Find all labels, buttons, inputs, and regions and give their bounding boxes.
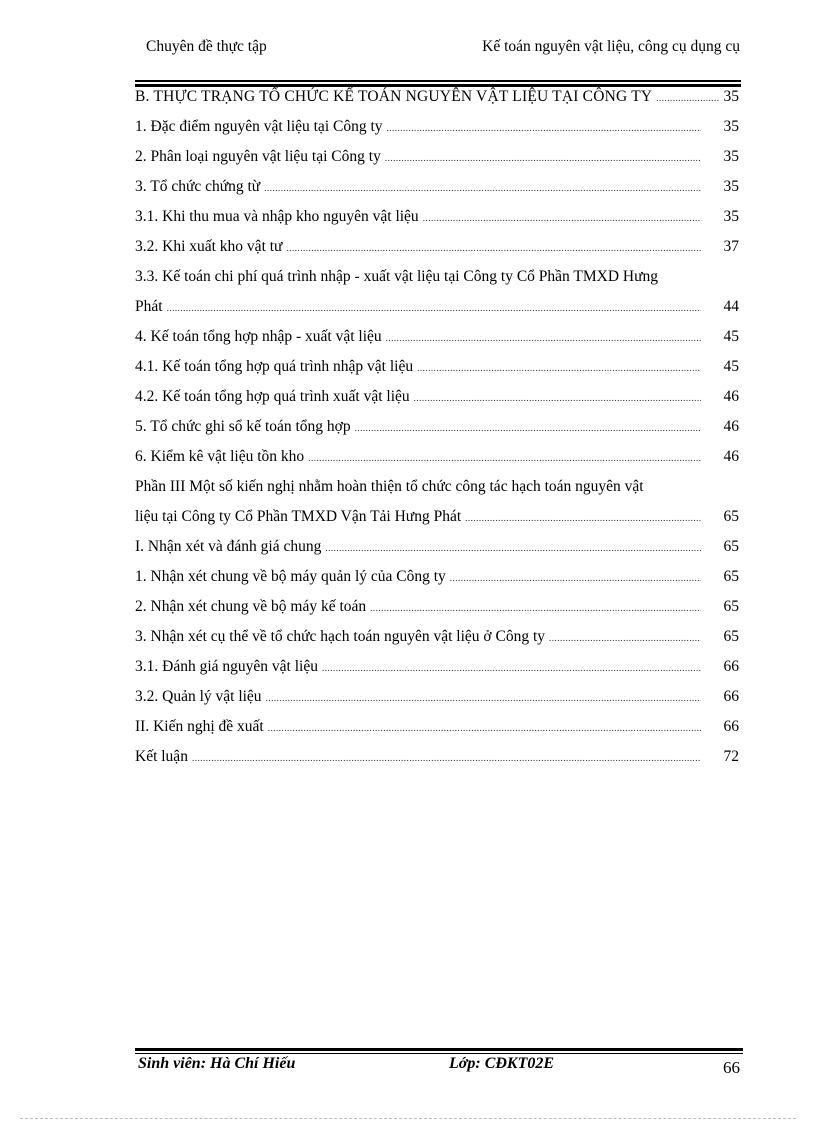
page-header — [146, 38, 740, 62]
class-code: Lớp: CĐKT02E — [449, 1055, 555, 1072]
toc-entry-page: 46 — [723, 388, 739, 405]
toc-entry-title: 5. Tổ chức ghi sổ kế toán tổng hợp — [135, 418, 351, 435]
toc-entry-title: 3. Nhận xét cụ thể về tổ chức hạch toán nguyên vật liệu ở Công ty — [135, 628, 546, 645]
toc-leader-dots — [322, 657, 701, 679]
toc-leader-dots — [192, 747, 701, 769]
toc-entry — [135, 296, 739, 326]
toc-leader-dots — [656, 87, 719, 109]
toc-leader-dots — [549, 627, 701, 649]
toc-entry-title: Kết luận — [135, 748, 188, 765]
student-name: Sinh viên: Hà Chí Hiếu — [138, 1055, 296, 1072]
toc-entry-page: 65 — [723, 598, 739, 615]
toc-entry-title: II. Kiến nghị đề xuất — [135, 718, 264, 735]
page-footer — [138, 1055, 740, 1081]
toc-leader-dots — [417, 357, 701, 379]
toc-entry-title: Phát — [135, 298, 163, 315]
toc-leader-dots — [423, 207, 701, 229]
toc-leader-dots — [325, 537, 701, 559]
toc-entry — [135, 746, 739, 776]
toc-entry — [135, 326, 739, 356]
toc-entry-page: 35 — [723, 118, 739, 135]
toc-leader-dots — [264, 177, 701, 199]
toc-entry — [135, 266, 739, 296]
toc-entry-title: 3.2. Quản lý vật liệu — [135, 688, 262, 705]
toc-entry-title: 4.1. Kế toán tổng hợp quá trình nhập vật liệu — [135, 358, 414, 375]
toc-entry-page: 66 — [723, 688, 739, 705]
page-number: 66 — [723, 1058, 740, 1077]
toc-leader-dots — [308, 447, 701, 469]
toc-entry-title: 3.1. Khi thu mua và nhập kho nguyên vật liệu — [135, 208, 419, 225]
toc-entry-title: B. THỰC TRẠNG TỔ CHỨC KẾ TOÁN NGUYÊN VẬT LIỆU TẠI CÔNG TY — [135, 88, 653, 105]
toc-leader-dots — [385, 147, 701, 169]
toc-leader-dots — [266, 687, 701, 709]
toc-leader-dots — [414, 387, 701, 409]
header-right-title: Kế toán nguyên vật liệu, công cụ dụng cụ — [482, 38, 740, 55]
toc-entry — [135, 656, 739, 686]
toc-entry — [135, 116, 739, 146]
toc-entry — [135, 536, 739, 566]
toc-entry — [135, 506, 739, 536]
toc-entry-page: 65 — [723, 628, 739, 645]
toc-entry-page: 35 — [723, 88, 739, 105]
toc-entry-page: 35 — [723, 148, 739, 165]
toc-entry-page: 46 — [723, 418, 739, 435]
toc-entry-title: 2. Nhận xét chung về bộ máy kế toán — [135, 598, 367, 615]
toc-entry-page: 45 — [723, 358, 739, 375]
toc-leader-dots — [465, 507, 701, 529]
toc-entry — [135, 416, 739, 446]
toc-entry-title: 4. Kế toán tổng hợp nhập - xuất vật liệu — [135, 328, 382, 345]
toc-entry-title: 3.2. Khi xuất kho vật tư — [135, 238, 283, 255]
header-left-title: Chuyên đề thực tập — [146, 38, 267, 55]
toc-entry — [135, 176, 739, 206]
footer-divider — [135, 1053, 743, 1054]
toc-entry-page: 66 — [723, 658, 739, 675]
toc-entry-page: 65 — [723, 568, 739, 585]
toc-leader-dots — [286, 237, 701, 259]
header-divider — [135, 80, 741, 82]
toc-entry-page: 37 — [723, 238, 739, 255]
toc-entry — [135, 86, 739, 116]
toc-entry-page: 44 — [723, 298, 739, 315]
page-edge — [20, 1118, 796, 1119]
toc-entry — [135, 236, 739, 266]
toc-leader-dots — [355, 417, 701, 439]
toc-entry-page: 65 — [723, 508, 739, 525]
toc-entry-title: 4.2. Kế toán tổng hợp quá trình xuất vật liệu — [135, 388, 410, 405]
toc-entry — [135, 626, 739, 656]
toc-entry-title: 1. Nhận xét chung về bộ máy quản lý của Công ty — [135, 568, 446, 585]
toc-leader-dots — [450, 567, 701, 589]
toc-entry — [135, 596, 739, 626]
toc-leader-dots — [370, 597, 701, 619]
toc-entry-page: 72 — [723, 748, 739, 765]
footer-divider-thick — [135, 1048, 743, 1051]
toc-leader-dots — [386, 327, 701, 349]
toc-entry — [135, 146, 739, 176]
toc-entry — [135, 206, 739, 236]
table-of-contents — [135, 86, 739, 776]
toc-entry — [135, 566, 739, 596]
toc-entry-title: 6. Kiểm kê vật liệu tồn kho — [135, 448, 305, 465]
toc-entry-title: 1. Đặc điểm nguyên vật liệu tại Công ty — [135, 118, 383, 135]
toc-leader-dots — [387, 117, 701, 139]
toc-entry-page: 35 — [723, 178, 739, 195]
toc-entry — [135, 716, 739, 746]
toc-entry-page: 35 — [723, 208, 739, 225]
toc-entry-title: Phần III Một số kiến nghị nhằm hoàn thiện tổ chức công tác hạch toán nguyên vật — [135, 478, 644, 495]
toc-entry-title: 2. Phân loại nguyên vật liệu tại Công ty — [135, 148, 381, 165]
toc-entry — [135, 446, 739, 476]
toc-entry-title: 3. Tổ chức chứng từ — [135, 178, 261, 195]
toc-entry — [135, 386, 739, 416]
toc-entry-title: 3.1. Đánh giá nguyên vật liệu — [135, 658, 318, 675]
toc-leader-dots — [268, 717, 701, 739]
toc-entry — [135, 476, 739, 506]
toc-entry-title: 3.3. Kế toán chi phí quá trình nhập - xuất vật liệu tại Công ty Cổ Phần TMXD Hưng — [135, 268, 658, 285]
toc-entry-page: 45 — [723, 328, 739, 345]
toc-entry-title: liệu tại Công ty Cổ Phần TMXD Vận Tải Hưng Phát — [135, 508, 462, 525]
toc-leader-dots — [167, 297, 701, 319]
toc-entry-title: I. Nhận xét và đánh giá chung — [135, 538, 322, 555]
toc-entry-page: 46 — [723, 448, 739, 465]
toc-entry-page: 66 — [723, 718, 739, 735]
toc-entry-page: 65 — [723, 538, 739, 555]
toc-entry — [135, 686, 739, 716]
toc-entry — [135, 356, 739, 386]
